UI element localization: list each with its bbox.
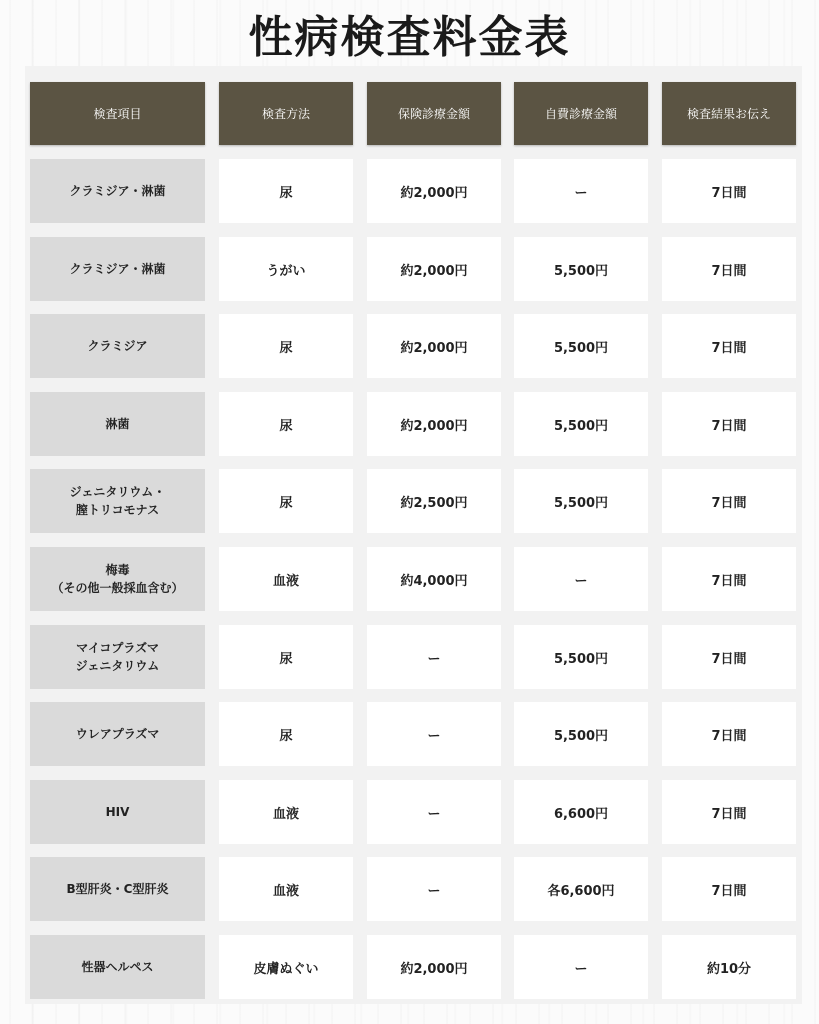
insurance-price: ー [367,857,501,921]
result-time: 7日間 [662,547,796,611]
test-method: 尿 [219,159,353,223]
result-time: 7日間 [662,625,796,689]
self-pay-price: 5,500円 [514,702,648,766]
test-method: 血液 [219,857,353,921]
self-pay-price: ー [514,547,648,611]
test-item-name: クラミジア [30,314,205,378]
insurance-price: ー [367,625,501,689]
test-method: 皮膚ぬぐい [219,935,353,999]
insurance-price: 約2,500円 [367,469,501,533]
test-method: 血液 [219,547,353,611]
test-method: 尿 [219,314,353,378]
header-result-time: 検査結果お伝え [662,82,796,145]
self-pay-price: 5,500円 [514,625,648,689]
test-item-name: 淋菌 [30,392,205,456]
insurance-price: 約2,000円 [367,314,501,378]
test-method: 尿 [219,625,353,689]
result-time: 7日間 [662,314,796,378]
test-item-name: クラミジア・淋菌 [30,159,205,223]
self-pay-price: 5,500円 [514,392,648,456]
test-item-name: ウレアプラズマ [30,702,205,766]
test-item-name: クラミジア・淋菌 [30,237,205,301]
self-pay-price: 6,600円 [514,780,648,844]
self-pay-price: 5,500円 [514,469,648,533]
header-test-item: 検査項目 [30,82,205,145]
result-time: 7日間 [662,469,796,533]
insurance-price: 約2,000円 [367,392,501,456]
insurance-price: ー [367,702,501,766]
test-item-name: マイコプラズマ ジェニタリウム [30,625,205,689]
insurance-price: 約2,000円 [367,935,501,999]
result-time: 7日間 [662,857,796,921]
test-item-name: HIV [30,780,205,844]
self-pay-price: ー [514,159,648,223]
self-pay-price: ー [514,935,648,999]
test-item-name: B型肝炎・C型肝炎 [30,857,205,921]
test-item-name: ジェニタリウム・ 膣トリコモナス [30,469,205,533]
result-time: 7日間 [662,159,796,223]
result-time: 7日間 [662,237,796,301]
insurance-price: ー [367,780,501,844]
self-pay-price: 5,500円 [514,237,648,301]
result-time: 約10分 [662,935,796,999]
insurance-price: 約4,000円 [367,547,501,611]
page-title: 性病検査料金表 [248,12,571,63]
test-method: 尿 [219,469,353,533]
result-time: 7日間 [662,780,796,844]
test-method: うがい [219,237,353,301]
header-self-pay-price: 自費診療金額 [514,82,648,145]
test-item-name: 梅毒 （その他一般採血含む） [30,547,205,611]
header-test-method: 検査方法 [219,82,353,145]
test-method: 血液 [219,780,353,844]
test-method: 尿 [219,392,353,456]
result-time: 7日間 [662,392,796,456]
header-insurance-price: 保険診療金額 [367,82,501,145]
self-pay-price: 各6,600円 [514,857,648,921]
insurance-price: 約2,000円 [367,237,501,301]
self-pay-price: 5,500円 [514,314,648,378]
result-time: 7日間 [662,702,796,766]
insurance-price: 約2,000円 [367,159,501,223]
test-item-name: 性器ヘルペス [30,935,205,999]
test-method: 尿 [219,702,353,766]
